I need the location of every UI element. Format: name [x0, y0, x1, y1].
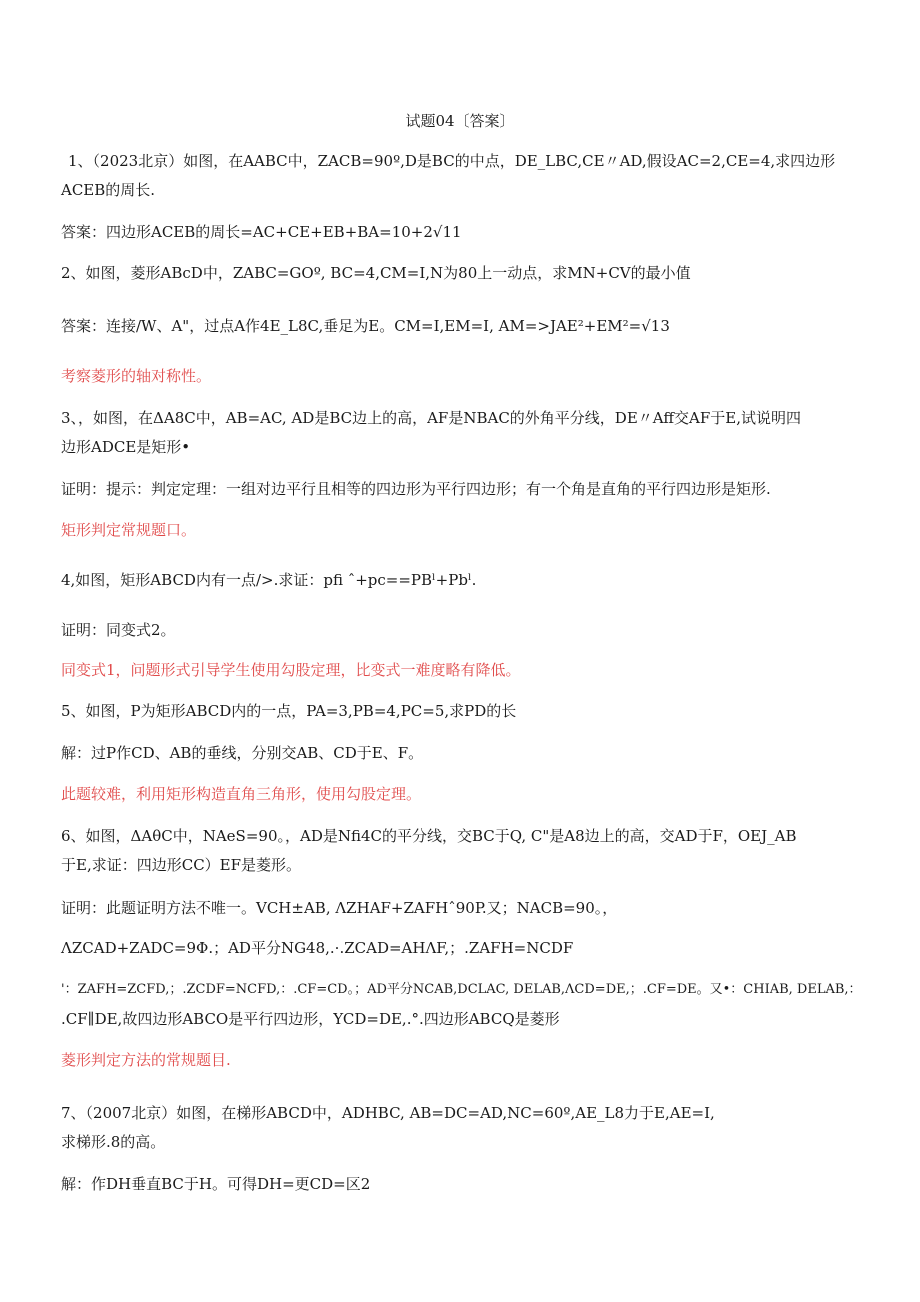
q2-note: 考察菱形的轴对称性。	[61, 367, 212, 385]
q4-note: 同变式1，问题形式引导学生使用勾股定理，比变式一难度略有降低。	[61, 661, 521, 679]
q5-note: 此题较难，利用矩形构造直角三角形，使用勾股定理。	[61, 785, 422, 803]
q6-note: 菱形判定方法的常规题目.	[61, 1051, 231, 1069]
q5-solution: 解：过P作CD、AB的垂线，分别交AB、CD于E、F。	[61, 744, 424, 762]
q3-line-2: 边形ADCE是矩形•	[61, 438, 191, 456]
q6-proof-3: '：ZAFH=ZCFD,；.ZCDF=NCFD,：.CF=CD。；AD平分NCAB,DCLAC, DELAB,ΛCD=DE,；.CF=DE。又•：CHIAB, DELAB,：	[61, 982, 862, 997]
q1-line-1: 1、（2023北京）如图，在AABC中，ZACB=90º,D是BC的中点，DE_LBC,CE〃AD,假设AC=2,CE=4,求四边形	[68, 152, 836, 170]
q1-answer: 答案：四边形ACEB的周长=AC+CE+EB+BA=10+2√11	[61, 223, 462, 241]
q1-line-2: ACEB的周长.	[61, 181, 156, 199]
q7-solution: 解：作DH垂直BC于H。可得DH=更CD=区2	[61, 1175, 371, 1193]
q2-line-1: 2、如图，菱形ABcD中，ZABC=GOº, BC=4,CM=I,N为80上一动点，求MN+CV的最小值	[61, 264, 691, 282]
q2-answer: 答案：连接/W、A"，过点A作4E_L8C,垂足为E。CM=I,EM=I, AM=>JAE²+EM²=√13	[61, 317, 670, 335]
q4-line-1: 4,如图，矩形ABCD内有一点/>.求证：pfi ˆ+pc==PBˡ+Pbˡ.	[61, 571, 477, 589]
q6-proof-4: .CF∥DE,故四边形ABCO是平行四边形，YCD=DE,.°.四边形ABCQ是菱形	[61, 1010, 560, 1028]
q6-proof-2: ΛZCAD+ZADC=9Φ.；AD平分NG48,.·.ZCAD=AHΛF,；.ZAFH=NCDF	[61, 939, 574, 957]
q4-proof: 证明：同变式2。	[61, 621, 176, 639]
q6-proof-1: 证明：此题证明方法不唯一。VCH±AB, ΛZHAF+ZAFHˆ90P.又；NACB=90。，	[61, 899, 618, 917]
page-title: 试题04〔答案〕	[405, 112, 515, 130]
q6-line-1: 6、如图，ΔAθC中，NAeS=90。，AD是Nfi4C的平分线，交BC于Q, C"是A8边上的高，交AD于F，OEJ_AB	[61, 827, 797, 845]
q6-line-2: 于E,求证：四边形CC）EF是菱形。	[61, 856, 302, 874]
q7-line-1: 7、（2007北京）如图，在梯形ABCD中，ADHBC, AB=DC=AD,NC=60º,AE_L8力于E,AE=I,	[61, 1104, 715, 1122]
q7-line-2: 求梯形.8的高。	[61, 1133, 166, 1151]
q3-note: 矩形判定常规题口。	[61, 521, 197, 539]
q3-proof: 证明：提示：判定定理：一组对边平行且相等的四边形为平行四边形；有一个角是直角的平行四边形是矩形.	[61, 480, 771, 498]
q5-line-1: 5、如图，P为矩形ABCD内的一点，PA=3,PB=4,PC=5,求PD的长	[61, 702, 517, 720]
q3-line-1: 3、，如图，在ΔA8C中，AB=AC, AD是BC边上的高，AF是NBAC的外角平分线，DE〃Aff交AF于E,试说明四	[61, 409, 801, 427]
